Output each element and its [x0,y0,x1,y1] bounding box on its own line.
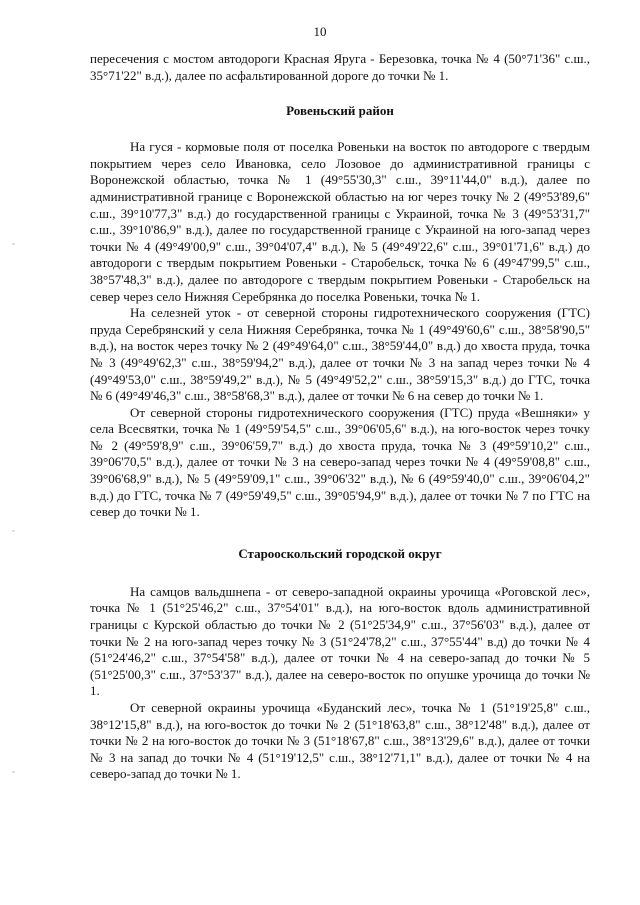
paragraph-vesnyaki-pond: От северной стороны гидротехнического сооружения (ГТС) пруда «Вешняки» у села Всесвятки, точка № 1 (49°59'54,5" с.ш., 39°06'05,6" в.д.), на юго-восток через точку № 2 (49°59'8,9" с.ш., 39°06'59,7" в.д.) до хвоста пруда, точка № 3 (49°59'10,2" с.ш., 39°06'70,5" в.д.), далее от точки № 3 на северо-запад через точки № 4 (49°59'08,8" с.ш., 39°06'68,9" в.д.), № 5 (49°59'09,1" с.ш., 39°06'32" в.д.), № 6 (49°59'40,0" с.ш., 39°06'04,2" в.д.) до ГТС, точка № 7 (49°59'49,5" с.ш., 39°05'94,9" в.д.), далее от точки № 7 по ГТС на север до точки № 1. [90,404,590,520]
section-heading: Старооскольский городской округ [238,545,442,561]
paragraph-woodcock: На самцов вальдшнепа - от северо-западной окраины урочища «Роговской лес», точка № 1 (51°25'46,2" с.ш., 37°54'01" в.д.), на юго-восток вдоль административной границы с Курской областью до точки № 2 (51°25'34,9" с.ш., 37°56'03" в.д.), далее от точки № 2 на юго-запад через точку № 3 (51°24'78,2" с.ш., 37°55'44" в.д) до точки № 4 (51°24'46,2" с.ш., 37°54'58" в.д.), далее от точки № 4 на северо-запад до точки № 5 (51°25'00,3" с.ш., 37°53'37" в.д.), далее на северо-восток по опушке урочища до точки № 1. [90,583,590,699]
document-body [90,51,590,783]
section-rovenky-district [90,103,590,521]
margin-speck: ◦ [12,240,15,248]
page-number: 10 [313,24,327,39]
section-heading: Ровеньский район [286,103,394,119]
margin-speck: ◦ [12,768,15,776]
paragraph-drakes-serebryansky: На селезней уток - от северной стороны гидротехнического сооружения (ГТС) пруда Серебрянский у села Нижняя Серебрянка, точка № 1 (49°49'60,6" с.ш., 38°58'90,5" в.д.), на восток через точку № 2 (49°49'64,0" с.ш., 38°59'44,0" в.д.) до хвоста пруда, точка № 3 (49°49'62,3" с.ш., 38°59'94,2" в.д.), далее от точки № 3 на запад через точки № 4 (49°49'53,0" с.ш., 38°59'49,2" в.д.), № 5 (49°49'52,2" с.ш., 38°59'15,3" в.д.) до ГТС, точка № 6 (49°49'46,3" с.ш., 38°58'68,3" в.д.), далее от точки № 6 на север до точки № 1. [90,305,590,404]
section-stary-oskol-district [90,546,590,783]
margin-speck: ◦ [12,527,15,535]
intro-paragraph: пересечения с мостом автодороги Красная Яруга - Березовка, точка № 4 (50°71'36" с.ш., 35°71'22" в.д.), далее по асфальтированной дороге до точки № 1. [90,51,590,83]
paragraph-budansky-forest: От северной окраины урочища «Буданский лес», точка № 1 (51°19'25,8" с.ш., 38°12'15,8" в.д.), на юго-восток до точки № 2 (51°18'63,8" с.ш., 38°12'48" в.д.), далее от точки № 2 на юго-восток до точки № 3 (51°18'67,8" с.ш., 38°13'29,6" в.д.), далее от точки № 3 на запад до точки № 4 (51°19'12,5" с.ш., 38°12'71,1" в.д.), далее от точки № 4 на северо-запад до точки № 1. [90,700,590,782]
paragraph-geese: На гуся - кормовые поля от поселка Ровеньки на восток по автодороге с твердым покрытием через село Ивановка, село Лозовое до административной границы с Воронежской областью, точка № 1 (49°55'30,3" с.ш., 39°11'44,0" в.д.), далее по административной границе с Воронежской областью на юг через точку № 2 (49°53'89,6" с.ш., 39°10'77,3" в.д.) до государственной границы с Украиной, точка № 3 (49°53'31,7" с.ш., 39°10'86,9" в.д.), далее по государственной границе с Украиной на юго-запад через точки № 4 (49°49'00,9" с.ш., 39°04'07,4" в.д.), № 5 (49°49'22,6" с.ш., 39°01'71,6" в.д.) до автодороги с твердым покрытием Ровеньки - Старобельск, точка № 6 (49°47'99,5" с.ш., 38°57'48,3" в.д.), далее по автодороге с твердым покрытием Ровеньки - Старобельск на север через село Нижняя Серебрянка до поселка Ровеньки, точка № 1. [90,139,590,304]
